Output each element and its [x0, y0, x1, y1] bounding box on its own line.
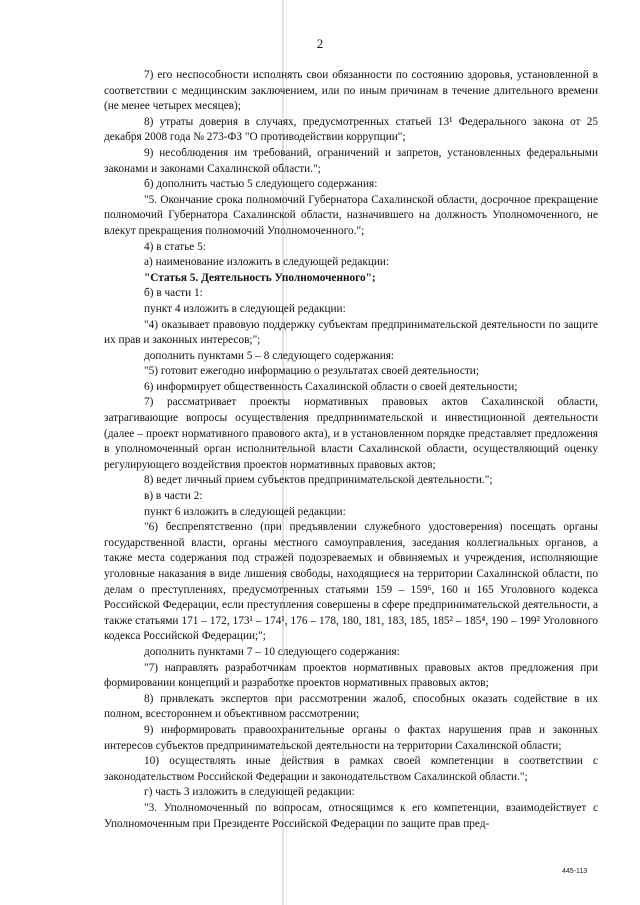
paragraph: а) наименование изложить в следующей редакции:	[144, 256, 390, 269]
paragraph: дополнить пунктами 5 – 8 следующего содержания:	[144, 349, 395, 362]
paragraph: дополнить пунктами 7 – 10 следующего содержания:	[144, 645, 400, 658]
paragraph: б) дополнить частью 5 следующего содержания:	[144, 178, 378, 191]
paragraph: 9) информировать правоохранительные органы о фактах нарушения прав и законных интересов субъектов предпринимательской деятельности на территории Сахалинской области;	[104, 723, 598, 752]
paragraph: пункт 6 изложить в следующей редакции:	[144, 505, 346, 518]
paragraph: 9) несоблюдения им требований, ограничений и запретов, установленных федеральными законами и законами Сахалинской области.";	[104, 146, 598, 175]
paragraph: 10) осуществлять иные действия в рамках своей компетенции в соответствии с законодательством Российской Федерации и законодательством Сахалинской области.";	[104, 755, 598, 783]
document-code: 445-113	[562, 868, 588, 875]
paragraph: "6) беспрепятственно (при предъявлении служебного удостоверения) посещать органы государственной власти, органы местного самоуправления, заседания коллегиальных органов, а также места содержания под стражей подозреваемых и обвиняемых и учреждения, исполняющие уголовные наказания в виде лишения свободы, находящиеся на территории Сахалинской области, по делам о преступлениях, предусмотренных статьями 159 – 159⁶, 160 и 165 Уголовного кодекса Российской Федерации, если преступления совершены в сфере предпринимательской деятельности, а также статьями 171 – 172, 173¹ – 174¹, 176 – 178, 180, 181, 183, 185, 185² – 185⁴, 190 – 199² Уголовного кодекса Российской Федерации;";	[104, 521, 598, 643]
paragraph: б) в части 1:	[144, 287, 203, 300]
paragraph: 6) информирует общественность Сахалинской области о своей деятельности;	[144, 380, 518, 393]
paragraph: 8) утраты доверия в случаях, предусмотренных статьей 13¹ Федерального закона от 25 декабря 2008 года № 273-ФЗ "О противодействии коррупции";	[104, 115, 598, 144]
paragraph: "7) направлять разработчикам проектов нормативных правовых актов предложения при формировании концепций и разработке проектов нормативных правовых актов;	[104, 661, 598, 690]
paragraph: 8) ведет личный прием субъектов предпринимательской деятельности.";	[144, 474, 493, 487]
paragraph: в) в части 2:	[144, 490, 203, 503]
paragraph: "4) оказывает правовую поддержку субъектам предпринимательской деятельности по защите их прав и законных интересов;";	[104, 318, 598, 347]
paragraph: 7) рассматривает проекты нормативных правовых актов Сахалинской области, затрагивающие вопросы осуществления предпринимательской и инвестиционной деятельности (далее – проект нормативного правового акта), и в установленном порядке представляет предложения в уполномоченный орган исполнительной власти Сахалинской области, осуществляющий оценку регулирующего воздействия проектов нормативных правовых актов;	[104, 396, 598, 471]
article-heading: "Статья 5. Деятельность Уполномоченного";	[144, 271, 376, 284]
paragraph: пункт 4 изложить в следующей редакции:	[144, 302, 346, 315]
paragraph: "5) готовит ежегодно информацию о результатах своей деятельности;	[144, 365, 479, 378]
paragraph: 7) его неспособности исполнять свои обязанности по состоянию здоровья, установленной в соответствии с медицинским заключением, или по иным причинам в течение длительного времени (не менее четырех месяцев);	[104, 69, 598, 113]
document-body	[104, 68, 598, 832]
paragraph: 4) в статье 5:	[144, 240, 206, 253]
paragraph: "3. Уполномоченный по вопросам, относящимся к его компетенции, взаимодействует с Уполномоченным при Президенте Российской Федерации по защите прав пред-	[104, 801, 598, 830]
page-number: 2	[316, 36, 324, 51]
paragraph: 8) привлекать экспертов при рассмотрении жалоб, способных оказать содействие в их полном, всестороннем и объективном рассмотрении;	[104, 692, 598, 721]
paragraph: "5. Окончание срока полномочий Губернатора Сахалинской области, досрочное прекращение полномочий Губернатора Сахалинской области, назначившего на должность Уполномоченного, не влекут прекращения полномочий Уполномоченного.";	[104, 193, 598, 237]
paragraph: г) часть 3 изложить в следующей редакции:	[144, 786, 355, 799]
